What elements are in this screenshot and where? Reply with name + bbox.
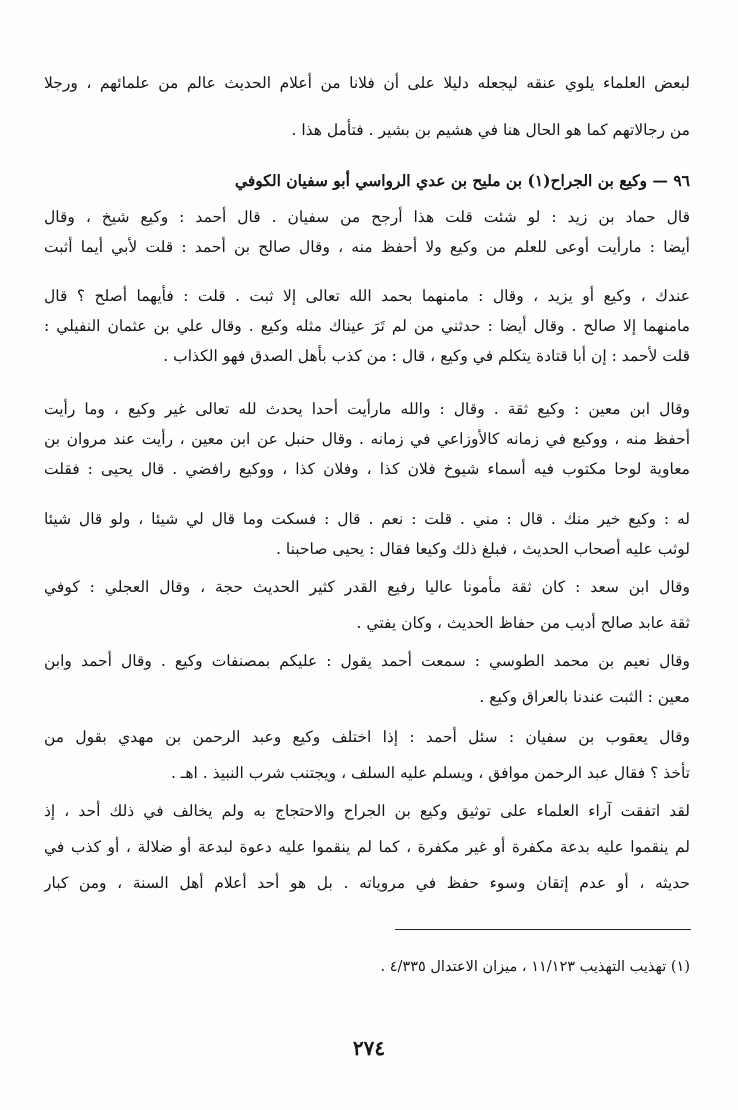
text-line: لوثب عليه أصحاب الحديث ، فبلغ ذلك وكيعا فقال : يحيى صاحبنا .	[276, 540, 690, 558]
text-line: وقال يعقوب بن سفيان : سئل أحمد : إذا اختلف وكيع وعبد الرحمن بن مهدي بقول من	[44, 728, 690, 746]
text-line: حديثه ، أو عدم إتقان وسوء حفظ في مروياته . بل هو أحد أعلام أهل السنة ، ومن كبار	[44, 874, 690, 892]
text-line: قال حماد بن زيد : لو شئت قلت هذا أرجح من سفيان . قال أحمد : وكيع شيخ ، وقال	[44, 208, 690, 226]
text-line: عندك ، وكيع أو يزيد ، وقال : مامنهما بحمد الله تعالى إلا ثبت . قلت : فأيهما أصلح ؟ قال	[44, 287, 690, 305]
text-line: معين : الثبت عندنا بالعراق وكيع .	[479, 688, 690, 706]
footnote: (١) تهذيب التهذيب ١١/١٢٣ ، ميزان الاعتدال ٤/٣٣٥ .	[380, 959, 690, 975]
entry-heading: ٩٦ — وكيع بن الجراح(١) بن مليح بن عدي الرواسي أبو سفيان الكوفي	[234, 171, 690, 190]
text-line: تأخذ ؟ فقال عبد الرحمن موافق ، ويسلم عليه السلف ، ويجتنب شرب النبيذ . اهـ .	[170, 764, 690, 782]
text-line: لم ينقموا عليه بدعة مكفرة أو غير مكفرة ، كما لم ينقموا عليه دعوة لبدعة أو ضلالة ، أو كذب في	[44, 838, 690, 856]
text-line: من رجالاتهم كما هو الحال هنا في هشيم بن بشير . فتأمل هذا .	[291, 121, 690, 139]
text-line: وقال ابن سعد : كان ثقة مأمونا عاليا رفيع القدر كثير الحديث حجة ، وقال العجلي : كوفي	[44, 578, 690, 596]
text-line: وقال ابن معين : وكيع ثقة . وقال : والله مارأيت أحدا يحدث لله تعالى غير وكيع ، وما رأيت	[44, 400, 690, 418]
footnote-separator	[395, 929, 691, 930]
text-line: ثقة عابد صالح أديب من حفاظ الحديث ، وكان يفتي .	[356, 614, 690, 632]
page-number: ٢٧٤	[352, 1036, 386, 1060]
text-line: وقال نعيم بن محمد الطوسي : سمعت أحمد يقول : عليكم بمصنفات وكيع . وقال أحمد وابن	[44, 652, 690, 670]
text-line: له : وكيع خير منك . قال : مني . قلت : نعم . قال : فسكت وما قال لي شيئا ، ولو قال شيئا	[44, 510, 690, 528]
text-line: أحفظ منه ، ووكيع في زمانه كالأوزاعي في زمانه . وقال حنبل عن ابن معين ، رأيت عند مروان بن	[44, 430, 690, 448]
text-line: معاوية لوحا مكتوب فيه أسماء شيوخ فلان كذا ، وفلان كذا ، ووكيع رافضي . قال يحيى : فقلت	[44, 460, 690, 478]
text-line: مامنهما إلا صالح . وقال أيضا : حدثني من لم تَرَ عيناك مثله وكيع . وقال علي بن عثمان النفيلي :	[44, 317, 690, 335]
text-line: قلت لأحمد : إن أبا قتادة يتكلم في وكيع ، قال : من كذب بأهل الصدق فهو الكذاب .	[163, 347, 690, 365]
text-line: أيضا : مارأيت أوعى للعلم من وكيع ولا أحفظ منه ، وقال صالح بن أحمد : قلت لأبي أيما أثبت	[44, 238, 690, 256]
text-line: لبعض العلماء يلوي عنقه ليجعله دليلا على أن فلانا من أعلام الحديث عالم من علمائهم ، ورجلا	[44, 74, 690, 92]
text-line: لقد اتفقت آراء العلماء على توثيق وكيع بن الجراح والاحتجاج به ولم يخالف في ذلك أحد ، إذ	[44, 802, 690, 820]
